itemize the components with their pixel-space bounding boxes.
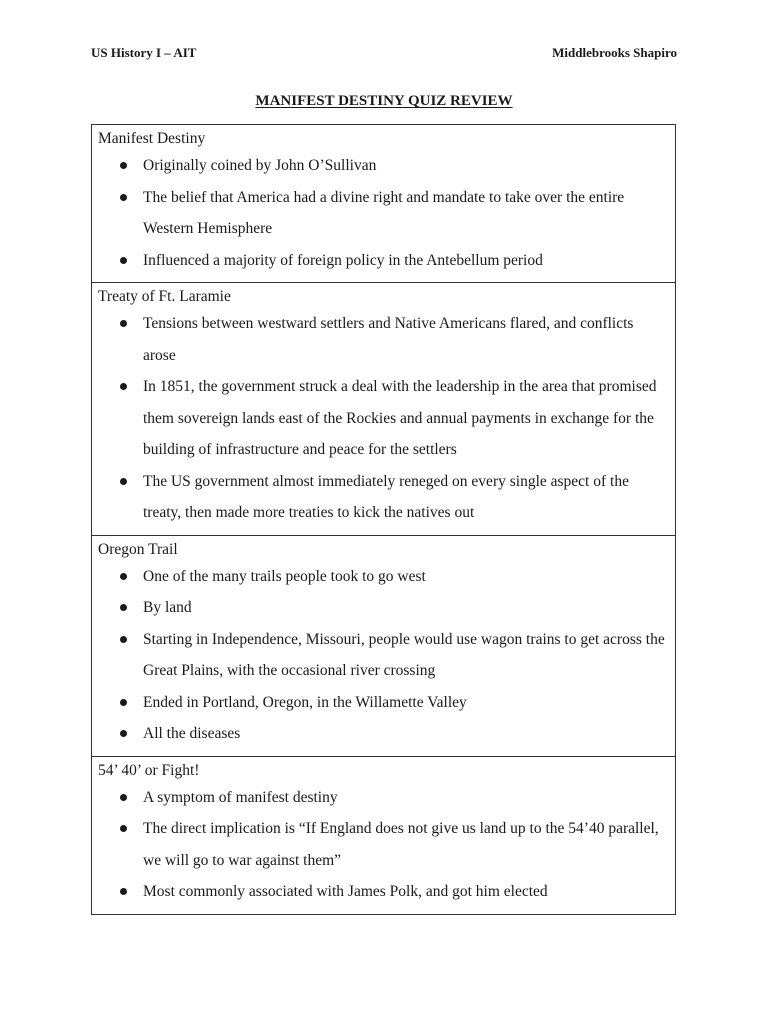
- bullet-icon: [120, 320, 127, 327]
- document-title: MANIFEST DESTINY QUIZ REVIEW: [255, 93, 513, 109]
- list-item-text: All the diseases: [143, 725, 241, 742]
- list-item: [98, 813, 669, 876]
- bullet-icon: [120, 888, 127, 895]
- list-item: [98, 624, 669, 687]
- list-item: [98, 876, 669, 908]
- list-item-text: In 1851, the government struck a deal with the leadership in the area that promised them sovereign lands east of the Rockies and annual payments in exchange for the building of infrastructure and peace for the settlers: [143, 378, 657, 458]
- list-item-text: Starting in Independence, Missouri, people would use wagon trains to get across the Great Plains, with the occasional river crossing: [143, 630, 665, 679]
- list-item: [98, 150, 669, 182]
- list-item-text: One of the many trails people took to go west: [143, 567, 426, 585]
- list-item: [98, 592, 669, 624]
- teacher-name: Middlebrooks Shapiro: [552, 45, 677, 60]
- bullet-icon: [120, 730, 127, 737]
- bullet-list: [98, 150, 669, 276]
- list-item: [98, 245, 669, 277]
- list-item-text: By land: [143, 599, 192, 616]
- list-item: [98, 308, 669, 371]
- list-item-text: The belief that America had a divine right and mandate to take over the entire Western Hemisphere: [143, 188, 625, 237]
- list-item-text: Most commonly associated with James Polk, and got him elected: [143, 883, 548, 900]
- section-54-40-or-fight: [92, 757, 675, 915]
- list-item-text: Ended in Portland, Oregon, in the Willamette Valley: [143, 693, 467, 711]
- list-item-text: Originally coined by John O’Sullivan: [143, 157, 377, 174]
- list-item-text: The direct implication is “If England does not give us land up to the 54’40 parallel, we will go to war against them”: [143, 820, 659, 869]
- section-treaty-ft-laramie: [92, 283, 675, 536]
- list-item-text: Influenced a majority of foreign policy in the Antebellum period: [143, 251, 543, 269]
- list-item: [98, 561, 669, 593]
- course-name: US History I – AIT: [91, 45, 197, 60]
- bullet-icon: [120, 478, 127, 485]
- list-item: [98, 371, 669, 466]
- bullet-icon: [120, 636, 127, 643]
- bullet-list: [98, 782, 669, 908]
- bullet-list: [98, 308, 669, 529]
- list-item: [98, 687, 669, 719]
- bullet-icon: [120, 604, 127, 611]
- list-item: [98, 782, 669, 814]
- bullet-icon: [120, 162, 127, 169]
- bullet-icon: [120, 257, 127, 264]
- list-item: [98, 718, 669, 750]
- section-title: Treaty of Ft. Laramie: [98, 288, 231, 305]
- list-item: [98, 182, 669, 245]
- review-table: [91, 124, 676, 915]
- section-title: Manifest Destiny: [98, 130, 206, 147]
- bullet-icon: [120, 699, 127, 706]
- bullet-icon: [120, 794, 127, 801]
- list-item: [98, 466, 669, 529]
- section-oregon-trail: [92, 536, 675, 757]
- section-title: Oregon Trail: [98, 540, 178, 558]
- bullet-icon: [120, 194, 127, 201]
- bullet-list: [98, 561, 669, 750]
- section-title: 54’ 40’ or Fight!: [98, 761, 200, 779]
- bullet-icon: [120, 573, 127, 580]
- list-item-text: Tensions between westward settlers and Native Americans flared, and conflicts arose: [143, 315, 634, 364]
- bullet-icon: [120, 825, 127, 832]
- list-item-text: The US government almost immediately reneged on every single aspect of the treaty, then made more treaties to kick the natives out: [143, 472, 629, 521]
- list-item-text: A symptom of manifest destiny: [143, 788, 338, 806]
- bullet-icon: [120, 383, 127, 390]
- section-manifest-destiny: [92, 125, 675, 283]
